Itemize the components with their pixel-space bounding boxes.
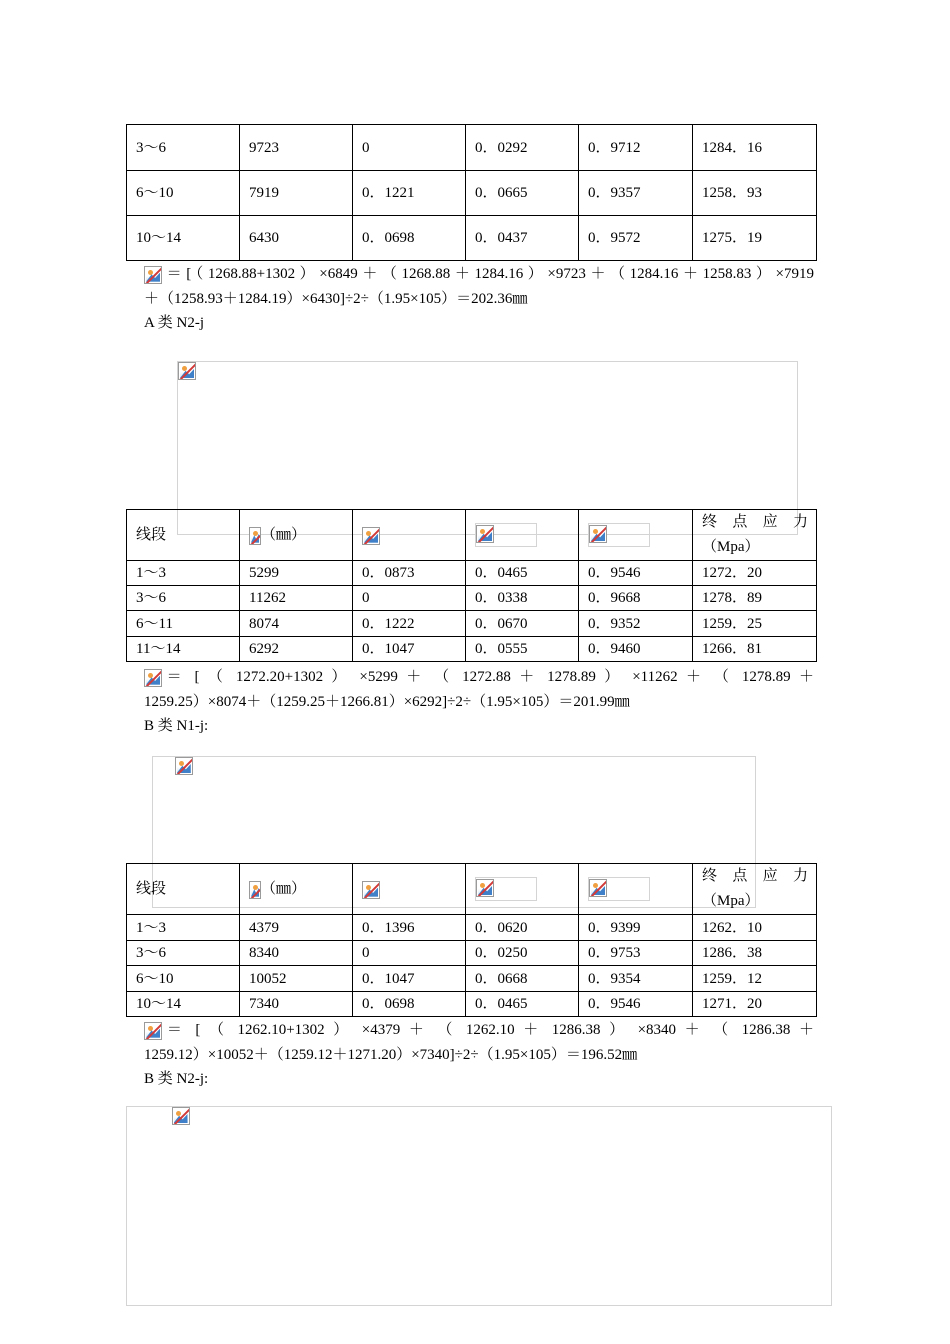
formula-2-line-1: ＝ [ （ 1272.20+1302 ） ×5299 ＋ （ 1272.88 ＋ 1278.89 ） ×11262 ＋ （ 1278.89 ＋: [162, 669, 814, 685]
table-cell: 11262: [240, 586, 353, 611]
table-cell: 0．9460: [579, 637, 693, 662]
table-cell: 6430: [240, 216, 353, 261]
broken-image-icon: [175, 757, 193, 775]
image-placeholder: [475, 523, 537, 547]
table-cell: 0．0465: [466, 561, 579, 586]
table-row: [127, 915, 817, 941]
image-placeholder: [588, 877, 650, 901]
table-cell: 1～3: [127, 561, 240, 586]
table-row: [127, 637, 817, 662]
table-cell: 6～11: [127, 611, 240, 637]
table-cell: 0．0437: [466, 216, 579, 261]
broken-image-icon: [249, 527, 261, 545]
table-cell: 7919: [240, 171, 353, 216]
table-cell: 0．9354: [579, 966, 693, 992]
table-cell: 1259．25: [693, 611, 817, 637]
table-cell: 6～10: [127, 171, 240, 216]
table-cell: 1266．81: [693, 637, 817, 662]
table-cell: 0: [353, 941, 466, 966]
table-header-row: [127, 864, 817, 915]
header-symbol: [466, 864, 579, 915]
table-cell: 0．9352: [579, 611, 693, 637]
formula-3-line-2: 1259.12）×10052＋（1259.12＋1271.20）×7340]÷2÷（1.95×105）＝196.52㎜: [144, 1047, 638, 1063]
header-symbol: [353, 510, 466, 561]
broken-image-icon: [178, 362, 196, 380]
table-cell: 10～14: [127, 992, 240, 1017]
table-cell: 1275．19: [693, 216, 817, 261]
table-cell: 8340: [240, 941, 353, 966]
broken-image-icon: [362, 881, 380, 899]
broken-image-icon: [589, 879, 607, 897]
table-cell: 1284．16: [693, 125, 817, 171]
table-cell: 9723: [240, 125, 353, 171]
table-cell: 0．9712: [579, 125, 693, 171]
table-cell: 1286．38: [693, 941, 817, 966]
table-header-row: [127, 510, 817, 561]
table-cell: 0．0620: [466, 915, 579, 941]
table-cell: 11～14: [127, 637, 240, 662]
table-cell: 1258．93: [693, 171, 817, 216]
table-cell: 10052: [240, 966, 353, 992]
section-caption-2: B 类 N1-j:: [144, 718, 209, 734]
table-row: [127, 561, 817, 586]
table-cell: 0．9399: [579, 915, 693, 941]
header-length: [240, 864, 353, 915]
header-segment: 线段: [127, 510, 240, 561]
table-cell: 0．0555: [466, 637, 579, 662]
table-cell: 1271．20: [693, 992, 817, 1017]
table-cell: 6～10: [127, 966, 240, 992]
table-row: [127, 586, 817, 611]
header-length-unit: （㎜）: [261, 881, 307, 897]
formula-1-line-2: ＋（1258.93＋1284.19）×6430]÷2÷（1.95×105）＝202.36㎜: [144, 291, 528, 307]
table-cell: 7340: [240, 992, 353, 1017]
formula-2: [144, 665, 814, 715]
broken-image-icon: [172, 1107, 190, 1125]
image-placeholder-frame: [126, 1106, 832, 1306]
broken-image-icon: [476, 879, 494, 897]
data-table-2: [126, 509, 817, 662]
header-symbol: [579, 864, 693, 915]
table-cell: 0．0698: [353, 216, 466, 261]
table-row: [127, 992, 817, 1017]
header-symbol: [353, 864, 466, 915]
table-cell: 0．0465: [466, 992, 579, 1017]
table-row: [127, 941, 817, 966]
table-cell: 0．0338: [466, 586, 579, 611]
table-cell: 0．0250: [466, 941, 579, 966]
table-cell: 8074: [240, 611, 353, 637]
table-cell: 0．1396: [353, 915, 466, 941]
table-cell: 1272．20: [693, 561, 817, 586]
formula-3-line-1: ＝ [ （ 1262.10+1302 ） ×4379 ＋ （ 1262.10 ＋ 1286.38 ） ×8340 ＋ （ 1286.38 ＋: [162, 1022, 814, 1038]
table-row: [127, 966, 817, 992]
table-cell: 3～6: [127, 125, 240, 171]
formula-3: [144, 1018, 814, 1068]
table-cell: 0．9668: [579, 586, 693, 611]
broken-image-icon: [144, 1022, 162, 1040]
table-cell: 0．9546: [579, 992, 693, 1017]
table-cell: 10～14: [127, 216, 240, 261]
data-table-1: [126, 124, 817, 261]
table-cell: 1278．89: [693, 586, 817, 611]
broken-image-icon: [589, 525, 607, 543]
table-cell: 0．1047: [353, 637, 466, 662]
table-cell: 0．0873: [353, 561, 466, 586]
table-cell: 3～6: [127, 941, 240, 966]
table-cell: 5299: [240, 561, 353, 586]
table-cell: 0．1222: [353, 611, 466, 637]
section-caption-1: A 类 N2-j: [144, 315, 205, 331]
broken-image-icon: [144, 669, 162, 687]
table-row: [127, 125, 817, 171]
table-cell: 0．9572: [579, 216, 693, 261]
table-cell: 1～3: [127, 915, 240, 941]
header-end-stress: 终 点 应 力 （Mpa）: [693, 510, 817, 561]
broken-image-icon: [249, 881, 261, 899]
table-cell: 0．1047: [353, 966, 466, 992]
table-cell: 0．0698: [353, 992, 466, 1017]
table-cell: 0: [353, 125, 466, 171]
table-cell: 0．9357: [579, 171, 693, 216]
table-cell: 0．0670: [466, 611, 579, 637]
table-row: [127, 171, 817, 216]
table-cell: 0．0665: [466, 171, 579, 216]
table-cell: 4379: [240, 915, 353, 941]
header-end-stress: 终 点 应 力 （Mpa）: [693, 864, 817, 915]
image-placeholder: [475, 877, 537, 901]
table-cell: 0．9546: [579, 561, 693, 586]
formula-1-line-1: ＝[（1268.88+1302）×6849＋（1268.88＋1284.16）×9723＋（1284.16＋1258.83）×7919: [162, 266, 814, 282]
header-segment: 线段: [127, 864, 240, 915]
table-cell: 6292: [240, 637, 353, 662]
table-cell: 3～6: [127, 586, 240, 611]
data-table-3: [126, 863, 817, 1017]
table-cell: 0．9753: [579, 941, 693, 966]
header-symbol: [579, 510, 693, 561]
broken-image-icon: [362, 527, 380, 545]
table-cell: 0: [353, 586, 466, 611]
table-row: [127, 611, 817, 637]
section-caption-3: B 类 N2-j:: [144, 1071, 209, 1087]
header-symbol: [466, 510, 579, 561]
table-row: [127, 216, 817, 261]
header-length: [240, 510, 353, 561]
table-cell: 0．0668: [466, 966, 579, 992]
header-length-unit: （㎜）: [261, 527, 307, 543]
formula-2-line-2: 1259.25）×8074＋（1259.25＋1266.81）×6292]÷2÷（1.95×105）＝201.99㎜: [144, 694, 630, 710]
table-cell: 1259．12: [693, 966, 817, 992]
broken-image-icon: [476, 525, 494, 543]
table-cell: 0．1221: [353, 171, 466, 216]
image-placeholder: [588, 523, 650, 547]
table-cell: 0．0292: [466, 125, 579, 171]
formula-1: [144, 262, 814, 312]
broken-image-icon: [144, 266, 162, 284]
table-cell: 1262．10: [693, 915, 817, 941]
